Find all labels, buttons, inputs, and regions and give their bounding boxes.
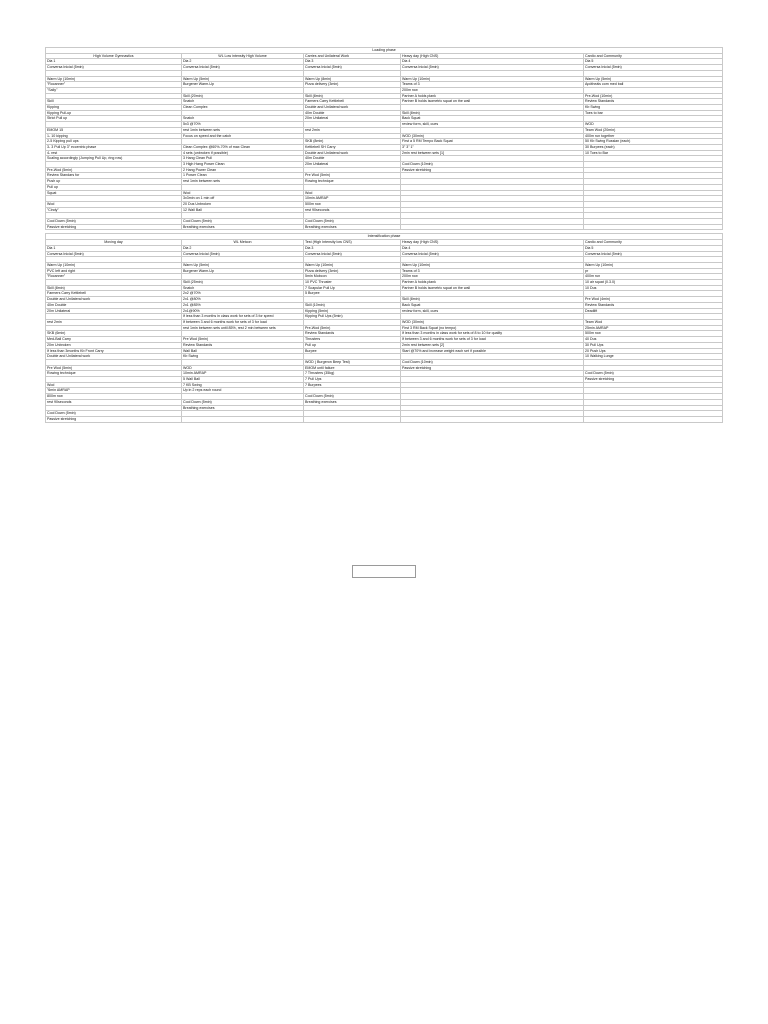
table-cell: Warm Up (10min) <box>304 262 401 268</box>
table-cell <box>584 224 723 230</box>
table-cell: If less than 3 months in class work for sets of 3 for speed <box>182 314 304 320</box>
table-cell: Dia 3 <box>304 245 401 251</box>
table-cell: Review Standards <box>584 99 723 105</box>
table-cell: rest 1min between sets <box>182 179 304 185</box>
table-cell: 20m Unbroken <box>46 342 182 348</box>
table-cell: 20m Unilateral <box>46 308 182 314</box>
table-cell: Cool Down (10min) <box>401 162 584 168</box>
table-cell: 10 Walking Lunge <box>584 354 723 360</box>
table-cell: Thrusters <box>304 337 401 343</box>
table-cell: Pizza delivery (3min) <box>304 82 401 88</box>
table-cell: Rowing technique <box>46 371 182 377</box>
table-cell: Dia 2 <box>182 59 304 65</box>
table-cell: rest 2min <box>46 320 182 326</box>
table-cell: Kipping Pull-up <box>46 110 182 116</box>
table-cell: Pre-Wod (5min) <box>46 167 182 173</box>
phase2-column-header: Moving day <box>46 240 182 246</box>
table-cell: Double and Unilateral work <box>304 105 401 111</box>
table-cell: 30 Burpees (each) <box>584 144 723 150</box>
table-cell: Pull up <box>46 184 182 190</box>
table-cell: rest 2min <box>304 127 401 133</box>
table-cell: Pre-Wod (5min) <box>304 325 401 331</box>
table-cell: 40m Double <box>304 156 401 162</box>
table-cell: Burpee <box>304 348 401 354</box>
table-cell: Wod <box>304 190 401 196</box>
table-cell: Double and Unilateral work <box>304 150 401 156</box>
table-cell: 2x1@90% <box>182 308 304 314</box>
table-cell: Wod <box>46 201 182 207</box>
table-cell: Review Standars for <box>46 173 182 179</box>
table-cell: "Rocanner" <box>46 274 182 280</box>
table-cell: Warm Up (5min) <box>584 76 723 82</box>
table-cell: Pre Wod (5min) <box>304 173 401 179</box>
table-cell: Focus on speed and the catch <box>182 133 304 139</box>
spreadsheet-page <box>45 47 722 423</box>
table-cell: Breathing exercises <box>304 224 401 230</box>
table-cell: Cool Down (10min) <box>401 359 584 365</box>
table-cell: First a 5 RM Tempo Back Squat <box>401 139 584 145</box>
table-cell: 7 KB Swing <box>182 382 304 388</box>
table-cell: 20 Dus Unbroken <box>182 201 304 207</box>
table-cell: Skill (25min) <box>182 280 304 286</box>
table-cell: Partner B holds isometric squat on the wall <box>401 99 584 105</box>
table-cell: Conversa Inicial (5min) <box>182 251 304 257</box>
table-cell: 4 sets (unbroken if possible) <box>182 150 304 156</box>
table-cell: Deadlift <box>584 308 723 314</box>
table-cell: 2x1 @85% <box>182 302 304 308</box>
table-cell: Cool Down (5min) <box>182 399 304 405</box>
table-cell: Warm Up (10min) <box>401 262 584 268</box>
table-cell: rest 1min between sets <box>182 127 304 133</box>
table-cell: 3- 3 Pull Up 3" eccentric phase <box>46 144 182 150</box>
table-cell: Conversa Inicial (5min) <box>304 251 401 257</box>
table-cell: Review Standards <box>182 342 304 348</box>
table-cell: PVC left and right <box>46 268 182 274</box>
table-cell: 5 Wall Ball <box>182 377 304 383</box>
table-cell: Pull up <box>304 342 401 348</box>
table-cell: 40m Double <box>304 110 401 116</box>
table-cell: 20m Unilateral <box>304 162 401 168</box>
table-cell: Wod <box>182 190 304 196</box>
table-cell: Double and Unilateral work <box>46 354 182 360</box>
table-cell: 30 Pull Ups <box>584 342 723 348</box>
phase2-column-header: Heavy day (High CNS) <box>401 240 584 246</box>
table-cell: 500m row <box>584 331 723 337</box>
table-cell: Apótheáis com med ball <box>584 82 723 88</box>
table-cell: 1 Power Clean <box>182 173 304 179</box>
table-cell: 2x2 @70% <box>182 291 304 297</box>
table-cell: Warm Up (10min) <box>46 262 182 268</box>
table-cell: 25min AMRAP <box>584 325 723 331</box>
table-cell: 5 Burpee <box>304 291 401 297</box>
table-cell: Farmers Carry Kettlebell <box>46 291 182 297</box>
table-cell: review form, skill, cues <box>401 122 584 128</box>
table-cell: Wall Ball <box>182 348 304 354</box>
table-cell: Dia 2 <box>182 245 304 251</box>
table-cell: If between 3 and 6 months work for sets of 3 for load <box>182 320 304 326</box>
table-cell: Partner A holds plank <box>401 93 584 99</box>
table-cell: Skill (20min) <box>182 93 304 99</box>
table-cell: 7 Burpees <box>304 382 401 388</box>
table-cell: 2 Hang Power Clean <box>182 167 304 173</box>
table-cell: Dia 5 <box>584 59 723 65</box>
table-cell: Skill (8min) <box>401 297 584 303</box>
table-cell: Cool Down (5min) <box>584 371 723 377</box>
table-cell: Cool Down (5min) <box>182 219 304 225</box>
table-cell: Passive stretching <box>401 365 584 371</box>
table-cell: Pizza delivery (3min) <box>304 268 401 274</box>
table-cell: 5x3 @70% <box>182 122 304 128</box>
table-cell: "Sally" <box>46 87 182 93</box>
table-cell: Wod <box>46 382 182 388</box>
table-cell: WOD <box>182 365 304 371</box>
table-cell: 1- 10 kipping <box>46 133 182 139</box>
table-cell: If between 3 and 6 months work for sets of 3 for load <box>401 337 584 343</box>
table-cell: Double and Unilateral work <box>46 297 182 303</box>
table-cell: Skill (8min) <box>46 285 182 291</box>
table-cell: Kb Swing <box>584 105 723 111</box>
table-cell: Back Squat <box>401 302 584 308</box>
table-cell: Skill (8min) <box>304 93 401 99</box>
table-cell: 40 Dus <box>584 337 723 343</box>
table-cell: Back Squat <box>401 116 584 122</box>
phase2-column-header: Cardio and Community <box>584 240 723 246</box>
table-cell: Passive stretching <box>46 224 182 230</box>
table-cell: 5min Mobcon <box>304 274 401 280</box>
table-cell: Passive stretching <box>46 416 182 422</box>
table-cell: 20m Unilateral <box>304 116 401 122</box>
table-cell <box>304 416 401 422</box>
table-cell: 12 Wall Ball <box>182 207 304 213</box>
table-cell: 2min rest between sets [1] <box>401 150 584 156</box>
table-cell: rest 1min between sets until 85%, rest 2 min between sets <box>182 325 304 331</box>
table-cell: Farmers Carry Kettlebell <box>304 99 401 105</box>
table-cell: 500m row <box>304 201 401 207</box>
table-cell: Skill <box>46 99 182 105</box>
table-cell: Conversa Inicial (5min) <box>401 251 584 257</box>
table-cell: Burgener Warm-Up <box>182 82 304 88</box>
table-cell: 2min rest between sets [2] <box>401 342 584 348</box>
phase1-column-header: Carries and Unilateral Work <box>304 53 401 59</box>
table-cell <box>401 224 584 230</box>
table-cell: Pre Wod (5min) <box>46 365 182 371</box>
table-cell: Skill (8min) <box>401 110 584 116</box>
table-cell: Med-Ball Carry <box>46 337 182 343</box>
table-cell: 400m run <box>584 274 723 280</box>
table-cell: 10min AMRAP <box>304 196 401 202</box>
table-cell: Warm Up (5min) <box>182 262 304 268</box>
table-cell: Team Wod <box>584 320 723 326</box>
phase1-column-header: Heavy day (High CNS) <box>401 53 584 59</box>
table-cell: 10 Dus <box>584 285 723 291</box>
table-cell: Dia 4 <box>401 59 584 65</box>
phase1-table <box>45 47 723 230</box>
table-cell: Pre Wod (4min) <box>584 297 723 303</box>
table-cell: "Rocanner" <box>46 82 182 88</box>
table-cell: Snatch <box>182 99 304 105</box>
table-cell: Cool Down (5min) <box>304 394 401 400</box>
table-cell: Toes to bar <box>584 110 723 116</box>
table-cell: 200m row <box>401 274 584 280</box>
table-cell: 50 Kb Swing Russian (each) <box>584 139 723 145</box>
phase2-column-header: WL Metcon <box>182 240 304 246</box>
table-cell: Warm Up (5min) <box>182 76 304 82</box>
table-cell: 7 Thrusters (35kg) <box>304 371 401 377</box>
table-cell: Breathing exercises <box>182 405 304 411</box>
table-cell: 7 Pull Ups <box>304 377 401 383</box>
table-cell: Strict Pull up <box>46 116 182 122</box>
table-cell: 20 Push Ups <box>584 348 723 354</box>
table-cell: 3" 3" 1" <box>401 144 584 150</box>
phase1-title: Loading phase <box>46 48 723 54</box>
table-cell: Conversa Inicial (5min) <box>401 65 584 71</box>
table-cell: Partner A holds plank <box>401 280 584 286</box>
table-cell: Cool Down (5min) <box>304 219 401 225</box>
table-cell: Warm Up (10min) <box>401 76 584 82</box>
table-cell: "6min AMRAP <box>46 388 182 394</box>
table-cell: Burgener Warm-Up <box>182 268 304 274</box>
table-cell: 400m run together <box>584 133 723 139</box>
table-cell: Conversa Inicial (5min) <box>46 251 182 257</box>
table-row <box>46 416 723 422</box>
table-cell: EMOM 15 <box>46 127 182 133</box>
table-cell: SKB (6min) <box>46 331 182 337</box>
table-cell: Push up <box>46 179 182 185</box>
table-cell: Conversa Inicial (5min) <box>584 251 723 257</box>
table-cell: If less than 3months Kb Front Carry <box>46 348 182 354</box>
table-cell: First 3 RM Back Squat (no tempo) <box>401 325 584 331</box>
table-cell: Warm Up (8min) <box>304 76 401 82</box>
table-cell: WOD (30min) <box>401 320 584 326</box>
table-cell: Kipping (5min) <box>304 308 401 314</box>
table-cell: Cool Down (5min) <box>46 411 182 417</box>
table-cell: Conversa Inicial (5min) <box>584 65 723 71</box>
table-cell: rest 90seconds <box>46 399 182 405</box>
table-cell: Kettlebell SH Carry <box>304 144 401 150</box>
table-cell: Rowing technique <box>304 179 401 185</box>
table-cell: Scaling accordingly (Jumping Pull Up, ring row) <box>46 156 182 162</box>
table-cell: rest 90seconds <box>304 207 401 213</box>
table-cell: 40m Double <box>46 302 182 308</box>
phase1-column-header: High Volume Gymnastics <box>46 53 182 59</box>
phase1-column-header: WL Low intensity High Volume <box>182 53 304 59</box>
table-cell: 200m row <box>401 87 584 93</box>
table-cell: Dia 1 <box>46 59 182 65</box>
table-cell: 3 High Hang Power Clean <box>182 162 304 168</box>
table-cell: review form, skill, cues <box>401 308 584 314</box>
phase2-table <box>45 233 723 422</box>
table-cell: Dia 3 <box>304 59 401 65</box>
table-cell: Snatch <box>182 116 304 122</box>
table-cell: SKB (8min) <box>304 139 401 145</box>
table-cell: Teams of 3 <box>401 268 584 274</box>
table-cell: 800m row <box>46 394 182 400</box>
phase2-title: Intensification phase <box>46 234 723 240</box>
table-cell: pr <box>584 268 723 274</box>
table-cell: Pre-Wod (10min) <box>584 93 723 99</box>
table-cell: Dia 4 <box>401 245 584 251</box>
table-cell: WOD <box>584 122 723 128</box>
table-cell: Team Wod (20min) <box>584 127 723 133</box>
table-cell: Snatch <box>182 285 304 291</box>
table-cell <box>584 416 723 422</box>
table-cell: Conversa Inicial (5min) <box>304 65 401 71</box>
table-cell: 10 Toes to Bar <box>584 150 723 156</box>
table-cell: 4- rest <box>46 150 182 156</box>
table-cell: Kipping Pull Ups (5min) <box>304 314 401 320</box>
table-cell: Review Standards <box>304 331 401 337</box>
table-cell: 2x1 @80% <box>182 297 304 303</box>
table-cell <box>182 416 304 422</box>
table-cell: "Cindy" <box>46 207 182 213</box>
table-cell: Pre Wod (5min) <box>182 337 304 343</box>
table-cell: 7 Scapular Pull Up <box>304 285 401 291</box>
table-cell: Passive stretching <box>401 167 584 173</box>
table-cell: 10 air squat (0.3.0) <box>584 280 723 286</box>
table-cell: 10 PVC Thruster <box>304 280 401 286</box>
table-cell: Warm Up (10min) <box>584 262 723 268</box>
page-indicator-box <box>352 565 416 578</box>
table-cell: WOD ( Burgeron Beep Test) <box>304 359 401 365</box>
table-cell: EMOM until failure <box>304 365 401 371</box>
table-cell: Breathing exercises <box>304 399 401 405</box>
table-cell <box>401 416 584 422</box>
table-cell: 3 Hang Clean Pull <box>182 156 304 162</box>
table-cell: 10min AMRAP <box>182 371 304 377</box>
phase1-column-header: Cardio and Community <box>584 53 723 59</box>
table-cell: 3x3min on 1 min off <box>182 196 304 202</box>
table-cell: Up in 2 reps each round <box>182 388 304 394</box>
table-cell: Warm Up (10min) <box>46 76 182 82</box>
table-cell: Clean Complex <box>182 105 304 111</box>
table-cell: Conversa Inicial (5min) <box>182 65 304 71</box>
table-cell: Dia 1 <box>46 245 182 251</box>
table-cell: WOD (30min) <box>401 133 584 139</box>
table-row <box>46 224 723 230</box>
table-cell: 2-5 Kipping pull ups <box>46 139 182 145</box>
table-cell: Review Standards <box>584 302 723 308</box>
table-cell: Conversa Inicial (5min) <box>46 65 182 71</box>
table-cell: If less than 3 months in class work for sets of 8 to 10 for quality <box>401 331 584 337</box>
table-cell: Dia 5 <box>584 245 723 251</box>
phase2-column-header: Test (High Intensity low CNS) <box>304 240 401 246</box>
table-cell: Skill (10min) <box>304 302 401 308</box>
table-cell: Teams of 3 <box>401 82 584 88</box>
table-cell: Squat <box>46 190 182 196</box>
table-cell: Clean Complex @60%-70% of max Clean <box>182 144 304 150</box>
table-cell: Partner B holds isometric squat on the wall <box>401 285 584 291</box>
table-cell: Kipping <box>46 105 182 111</box>
table-cell: Start @70% and increase weight each set if possible <box>401 348 584 354</box>
table-cell: Breathing exercises <box>182 224 304 230</box>
table-cell: Cool Down (5min) <box>46 219 182 225</box>
table-cell: Kb Swing <box>182 354 304 360</box>
table-cell: Passive stretching <box>584 377 723 383</box>
